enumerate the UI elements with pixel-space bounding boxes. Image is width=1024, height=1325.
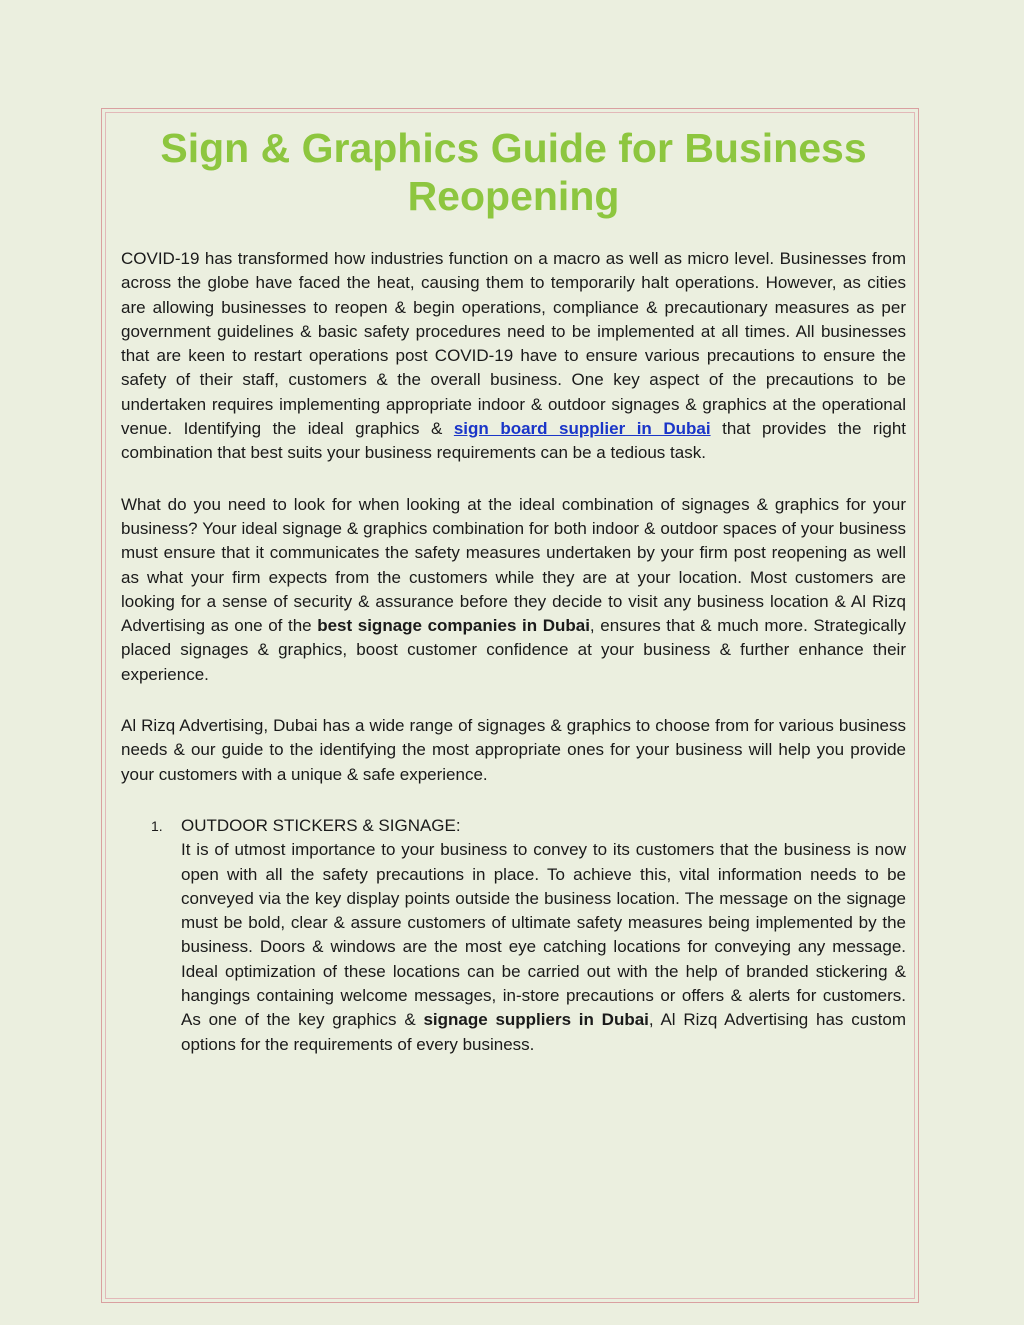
signage-needs-paragraph: [121, 493, 906, 687]
signage-needs-text: What do you need to look for when looking at the ideal combination of signages & graphics for your business? Your ideal signage & graphics combination for both indoor & outdoor spaces of your business must ensure that it communicates the safety measures undertaken by your firm post reopening as well as what your firm expects from the customers while they are at your location. Most customers are looking for a sense of security & assurance before they decide to visit any business location & Al Rizq Advertising as one of the: [121, 494, 906, 636]
list-item-text: It is of utmost importance to your business to convey to its customers that the business is now open with all the safety precautions in place. To achieve this, vital information needs to be conveyed via the key display points outside the business location. The message on the signage must be bold, clear & assure customers of ultimate safety measures being implemented by the business. Doors & windows are the most eye catching locations for conveying any message. Ideal optimization of these locations can be carried out with the help of branded stickering & hangings containing welcome messages, in-store precautions or offers & alerts for customers. As one of the key graphics &: [181, 840, 906, 1030]
al-rizq-text: Al Rizq Advertising, Dubai has a wide range of signages & graphics to choose from for various business needs & our guide to the identifying the most appropriate ones for your business will help you provide your customers with a unique & safe experience.: [121, 716, 906, 784]
al-rizq-paragraph: [121, 714, 906, 787]
intro-text-end: that provides the right combination that best suits your business requirements can be a tedious task.: [121, 419, 906, 463]
best-signage-companies-bold: best signage companies in Dubai: [317, 616, 590, 636]
document-content: [121, 118, 906, 1057]
list-item-text-end: , Al Rizq Advertising has custom options for the requirements of every business.: [181, 1010, 906, 1054]
list-item-paragraph: [181, 838, 906, 1057]
page-title: [121, 118, 906, 220]
page-title-line-2: Reopening: [407, 173, 620, 219]
intro-text: COVID-19 has transformed how industries function on a macro as well as micro level. Businesses from across the globe have faced the heat, causing them to temporarily halt operations. However, as cities are allowing businesses to reopen & begin operations, compliance & precautionary measures as per government guidelines & basic safety procedures need to be implemented at all times. All businesses that are keen to restart operations post COVID-19 have to ensure various precautions to ensure the safety of their staff, customers & the overall business. One key aspect of the precautions to be undertaken requires implementing appropriate indoor & outdoor signages & graphics at the operational venue. Identifying the ideal graphics &: [121, 249, 906, 439]
list-item: [121, 814, 906, 1057]
list-item-number: 1.: [151, 817, 163, 834]
page-title-line-1: Sign & Graphics Guide for Business: [160, 125, 867, 171]
signage-needs-text-end: , ensures that & much more. Strategically placed signages & graphics, boost customer confidence at your business & further enhance their experience.: [121, 616, 907, 684]
list-item-body: [181, 814, 906, 1057]
sign-board-supplier-link[interactable]: sign board supplier in Dubai: [453, 419, 711, 439]
signage-suppliers-bold: signage suppliers in Dubai: [423, 1010, 649, 1030]
intro-paragraph: [121, 247, 906, 466]
list-item-title: OUTDOOR STICKERS & SIGNAGE:: [181, 815, 461, 835]
